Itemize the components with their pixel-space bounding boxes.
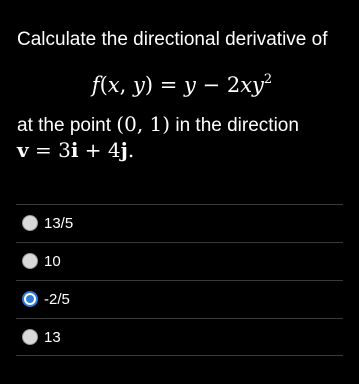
- answer-option[interactable]: [16, 318, 343, 356]
- answer-option[interactable]: [16, 204, 343, 242]
- radio-button-icon[interactable]: [22, 253, 38, 269]
- answer-option[interactable]: [16, 280, 343, 318]
- radio-button-icon[interactable]: [22, 215, 38, 231]
- line2-prefix: at the point: [17, 115, 117, 136]
- answer-option[interactable]: [16, 242, 343, 280]
- formula-x: x: [107, 72, 120, 97]
- answer-option-label[interactable]: 13: [44, 329, 61, 346]
- formula-open: (: [99, 72, 108, 97]
- radio-button-icon[interactable]: [22, 291, 38, 307]
- answer-option-label[interactable]: 13/5: [44, 215, 74, 232]
- formula-comma: ,: [119, 72, 133, 97]
- formula-exponent: 2: [263, 71, 273, 87]
- vector-end: .: [127, 137, 135, 162]
- point-coordinates: (0, 1): [116, 112, 171, 136]
- question-line-1: Calculate the directional derivative of: [17, 29, 328, 50]
- formula-f: f: [91, 72, 100, 97]
- vector-j: j: [120, 137, 128, 162]
- line2-suffix: in the direction: [170, 115, 299, 136]
- formula-xy: xy: [240, 72, 264, 97]
- vector-eq: = 3: [28, 137, 71, 162]
- answer-option-label[interactable]: 10: [44, 253, 61, 270]
- answer-options: [16, 204, 343, 356]
- formula-y2: y: [184, 72, 196, 97]
- question-line-2: [17, 112, 347, 138]
- formula-y: y: [132, 72, 145, 97]
- formula-eq: ) =: [144, 72, 184, 97]
- vector-v: v: [17, 137, 29, 162]
- vector-i: i: [70, 137, 79, 162]
- formula-minus: − 2: [195, 72, 241, 97]
- direction-vector: [17, 138, 347, 163]
- function-formula: [17, 72, 347, 98]
- vector-plus: + 4: [78, 137, 121, 162]
- question-text: [17, 28, 347, 163]
- radio-button-icon[interactable]: [22, 329, 38, 345]
- answer-option-label[interactable]: -2/5: [44, 291, 70, 308]
